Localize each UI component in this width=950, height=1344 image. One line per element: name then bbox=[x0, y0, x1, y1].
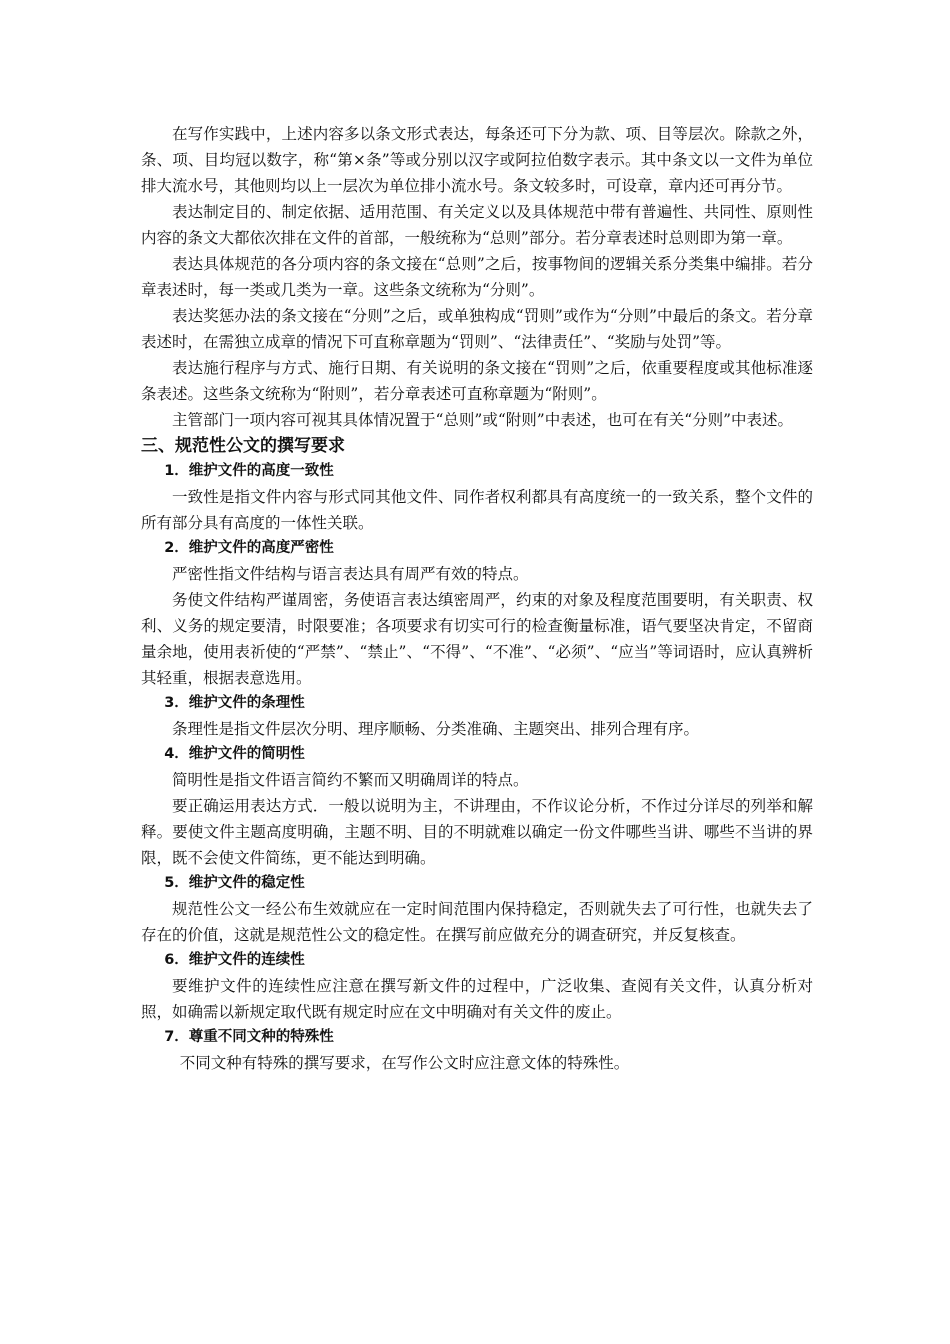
intro-paragraph: 在写作实践中，上述内容多以条文形式表达，每条还可下分为款、项、目等层次。除款之外，条、项、目均冠以数字，称“第×条”等或分别以汉字或阿拉伯数字表示。其中条文以一文件为单位排大流水号，其他则均以上一层次为单位排小流水号。条文较多时，可设章，章内还可再分节。 bbox=[141, 125, 813, 195]
document-page bbox=[141, 121, 813, 1076]
subsection-heading: 7．尊重不同文种的特殊性 bbox=[164, 1029, 334, 1045]
body-paragraph: 要维护文件的连续性应注意在撰写新文件的过程中，广泛收集、查阅有关文件，认真分析对照，如确需以新规定取代既有规定时应在文中明确对有关文件的废止。 bbox=[141, 977, 813, 1021]
section-title: 三、规范性公文的撰写要求 bbox=[141, 436, 345, 456]
subsection-heading: 2．维护文件的高度严密性 bbox=[164, 540, 334, 556]
body-paragraph: 一致性是指文件内容与形式同其他文件、同作者权利都具有高度统一的一致关系，整个文件的所有部分具有高度的一体性关联。 bbox=[141, 488, 813, 532]
intro-paragraph: 表达具体规范的各分项内容的条文接在“总则”之后，按事物间的逻辑关系分类集中编排。若分章表述时，每一类或几类为一章。这些条文统称为“分则”。 bbox=[141, 255, 813, 299]
subsection-heading: 4．维护文件的简明性 bbox=[164, 746, 305, 762]
body-paragraph: 要正确运用表达方式．一般以说明为主，不讲理由，不作议论分析，不作过分详尽的列举和解释。要使文件主题高度明确，主题不明、目的不明就难以确定一份文件哪些当讲、哪些不当讲的界限，既不会使文件简练，更不能达到明确。 bbox=[141, 797, 813, 867]
body-paragraph: 严密性指文件结构与语言表达具有周严有效的特点。 bbox=[172, 565, 529, 583]
subsection-heading: 5．维护文件的稳定性 bbox=[164, 875, 305, 891]
body-paragraph: 规范性公文一经公布生效就应在一定时间范围内保持稳定，否则就失去了可行性，也就失去了存在的价值，这就是规范性公文的稳定性。在撰写前应做充分的调查研究，并反复核查。 bbox=[141, 900, 813, 944]
intro-paragraph: 主管部门一项内容可视其具体情况置于“总则”或“附则”中表述，也可在有关“分则”中表述。 bbox=[172, 411, 794, 429]
body-paragraph: 简明性是指文件语言简约不繁而又明确周详的特点。 bbox=[172, 771, 529, 789]
intro-paragraph: 表达施行程序与方式、施行日期、有关说明的条文接在“罚则”之后，依重要程度或其他标准逐条表述。这些条文统称为“附则”，若分章表述可直称章题为“附则”。 bbox=[141, 359, 813, 403]
intro-paragraph: 表达制定目的、制定依据、适用范围、有关定义以及具体规范中带有普遍性、共同性、原则性内容的条文大都依次排在文件的首部，一般统称为“总则”部分。若分章表述时总则即为第一章。 bbox=[141, 203, 813, 247]
body-paragraph: 条理性是指文件层次分明、理序顺畅、分类准确、主题突出、排列合理有序。 bbox=[172, 720, 700, 738]
subsection-heading: 1．维护文件的高度一致性 bbox=[164, 463, 334, 479]
body-paragraph: 不同文种有特殊的撰写要求，在写作公文时应注意文体的特殊性。 bbox=[179, 1054, 630, 1072]
subsection-heading: 3．维护文件的条理性 bbox=[164, 695, 305, 711]
subsection-heading: 6．维护文件的连续性 bbox=[164, 952, 305, 968]
intro-paragraph: 表达奖惩办法的条文接在“分则”之后，或单独构成“罚则”或作为“分则”中最后的条文。若分章表述时，在需独立成章的情况下可直称章题为“罚则”、“法律责任”、“奖励与处罚”等。 bbox=[141, 307, 813, 351]
body-paragraph: 务使文件结构严谨周密，务使语言表达缜密周严，约束的对象及程度范围要明，有关职责、权利、义务的规定要清，时限要准；各项要求有切实可行的检查衡量标准，语气要坚决肯定，不留商量余地，使用表祈使的“严禁”、“禁止”、“不得”、“不准”、“必须”、“应当”等词语时，应认真辨析其轻重，根据表意选用。 bbox=[141, 591, 813, 687]
